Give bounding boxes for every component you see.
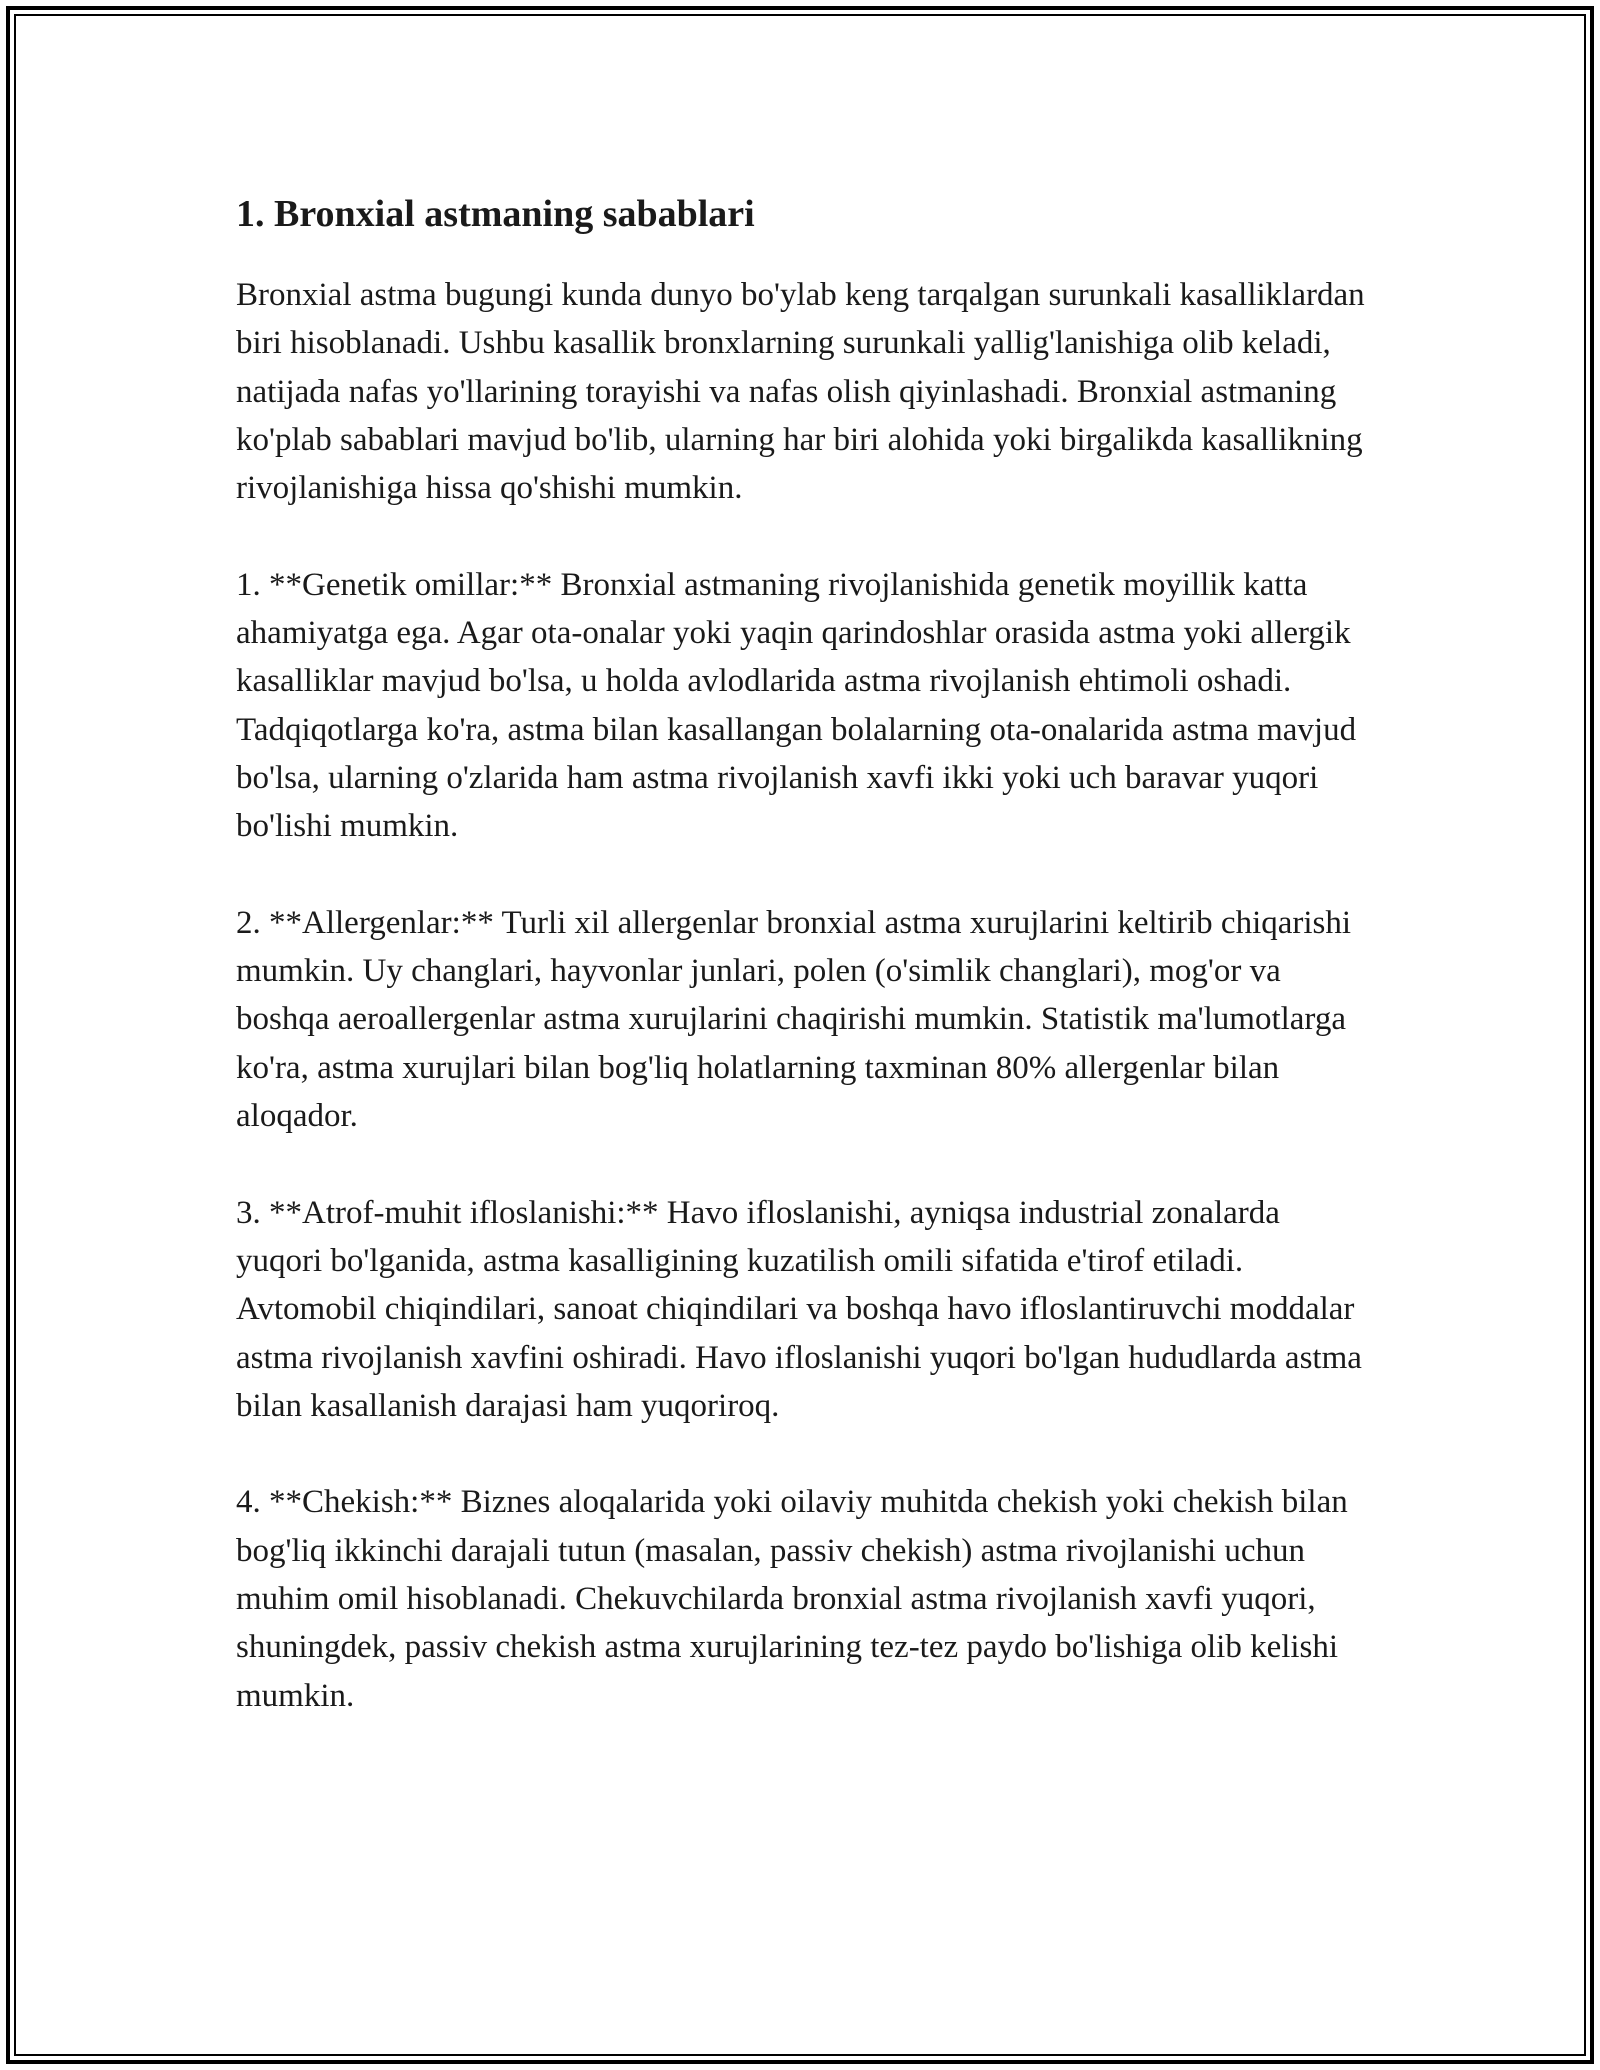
- genetic-factors-paragraph: 1. **Genetik omillar:** Bronxial astmaning rivojlanishida genetik moyillik katta ahamiyatga ega. Agar ota-onalar yoki yaqin qarindoshlar orasida astma yoki allergik kasalliklar mavjud bo'lsa, u holda avlodlarida astma rivojlanish ehtimoli oshadi. Tadqiqotlarga ko'ra, astma bilan kasallangan bolalarning ota-onalarida astma mavjud bo'lsa, ularning o'zlarida ham astma rivojlanish xavfi ikki yoki uch baravar yuqori bo'lishi mumkin.: [236, 566, 1357, 845]
- smoking-paragraph: 4. **Chekish:** Biznes aloqalarida yoki oilaviy muhitda chekish yoki chekish bilan bog'liq ikkinchi darajali tutun (masalan, passiv chekish) astma rivojlanishi uchun muhim omil hisoblanadi. Chekuvchilarda bronxial astma rivojlanish xavfi yuqori, shuningdek, passiv chekish astma xurujlarining tez-tez paydo bo'lishiga olib kelishi mumkin.: [236, 1484, 1348, 1714]
- section-heading: 1. Bronxial astmaning sabablari: [236, 193, 755, 235]
- document-body: [236, 185, 1366, 1768]
- pollution-paragraph: 3. **Atrof-muhit ifloslanishi:** Havo ifloslanishi, ayniqsa industrial zonalarda yuqori bo'lganida, astma kasalligining kuzatilish omili sifatida e'tirof etiladi. Avtomobil chiqindilari, sanoat chiqindilari va boshqa havo ifloslantiruvchi moddalar astma rivojlanish xavfini oshiradi. Havo ifloslanishi yuqori bo'lgan hududlarda astma bilan kasallanish darajasi ham yuqoriroq.: [236, 1194, 1362, 1424]
- intro-paragraph: Bronxial astma bugungi kunda dunyo bo'ylab keng tarqalgan surunkali kasalliklardan biri hisoblanadi. Ushbu kasallik bronxlarning surunkali yallig'lanishiga olib keladi, natijada nafas yo'llarining torayishi va nafas olish qiyinlashadi. Bronxial astmaning ko'plab sabablari mavjud bo'lib, ularning har biri alohida yoki birgalikda kasallikning rivojlanishiga hissa qo'shishi mumkin.: [236, 277, 1365, 507]
- allergens-paragraph: 2. **Allergenlar:** Turli xil allergenlar bronxial astma xurujlarini keltirib chiqarishi mumkin. Uy changlari, hayvonlar junlari, polen (o'simlik changlari), mog'or va boshqa aeroallergenlar astma xurujlarini chaqirishi mumkin. Statistik ma'lumotlarga ko'ra, astma xurujlari bilan bog'liq holatlarning taxminan 80% allergenlar bilan aloqador.: [236, 904, 1352, 1135]
